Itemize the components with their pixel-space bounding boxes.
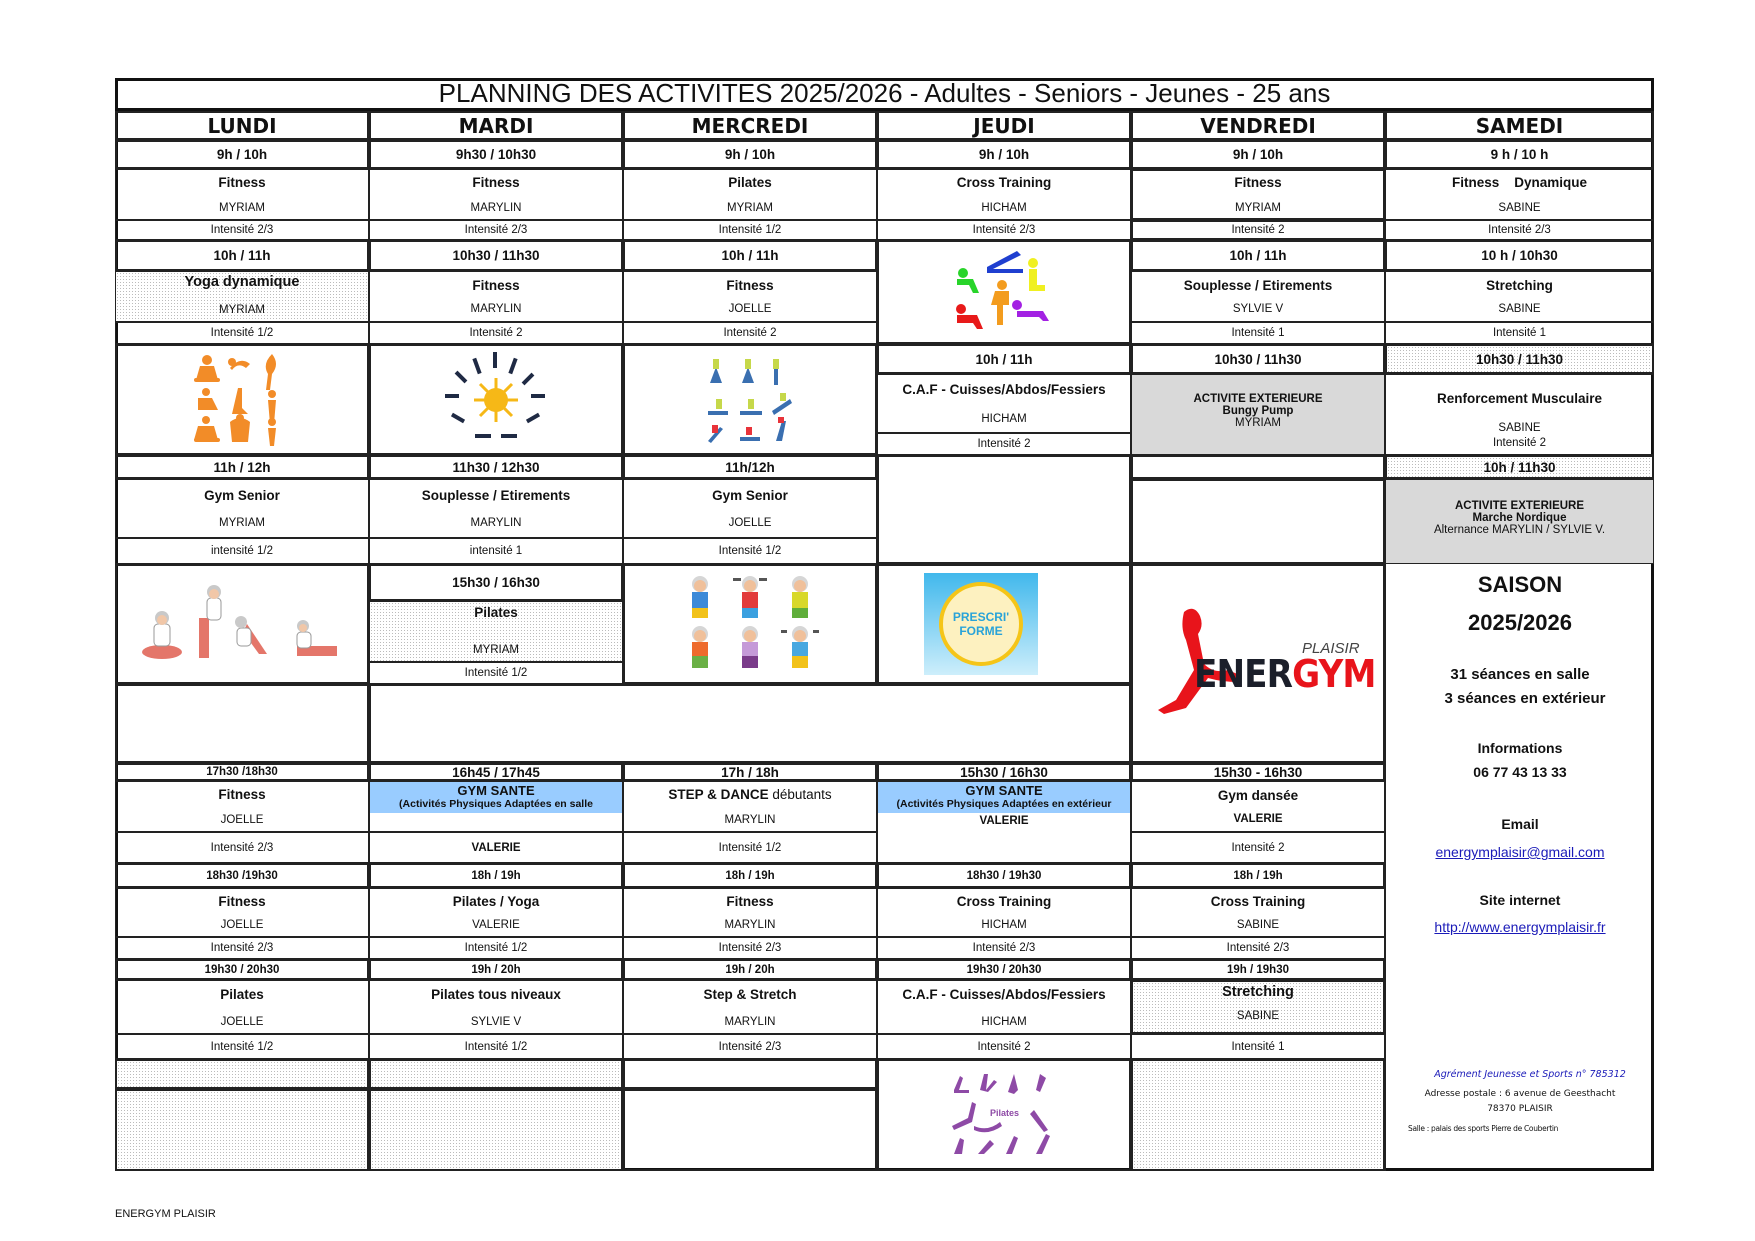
- season-year: 2025/2026: [1468, 610, 1572, 635]
- slot-activity: [115, 781, 369, 832]
- season-label: SAISON: [1477, 572, 1563, 597]
- coach-name: MYRIAM: [1235, 202, 1281, 214]
- empty-cell: [877, 455, 1131, 564]
- cross-training-figures-icon: [949, 245, 1059, 340]
- slot-activity: [115, 169, 369, 220]
- logo-ener: ENER: [1194, 651, 1293, 696]
- slot-time: 9h / 10h: [877, 140, 1131, 169]
- coach-name: MARYLIN: [724, 814, 776, 826]
- coach-name: MYRIAM: [1235, 417, 1281, 429]
- intensity: intensité 1: [369, 538, 623, 564]
- empty-cell: [369, 1089, 623, 1171]
- activity-name: C.A.F - Cuisses/Abdos/Fessiers: [902, 986, 1106, 1002]
- coach-name: MARYLIN: [724, 1015, 776, 1028]
- slot-time: 18h / 19h: [369, 863, 623, 888]
- empty-cell: [115, 684, 369, 763]
- intensity: Intensité 1: [1385, 322, 1654, 344]
- activity-name: Fitness Dynamique: [1451, 175, 1588, 190]
- salle-text: Salle : palais des sports Pierre de Coubertin: [1408, 1124, 1559, 1133]
- empty-cell: [1131, 1059, 1385, 1171]
- forme-text: FORME: [959, 624, 1003, 638]
- coach-name: VALERIE: [472, 919, 520, 931]
- slot-activity: [1131, 781, 1385, 832]
- slot-time: 15h30 - 16h30: [1131, 763, 1385, 781]
- activity-name: Fitness: [726, 894, 774, 909]
- prescriforme-badge: [924, 573, 1038, 675]
- coach-name: VALERIE: [979, 815, 1029, 827]
- activity-name: Cross Training: [1210, 894, 1306, 909]
- intensity: Intensité 2/3: [877, 937, 1131, 959]
- intensity: Intensité 1/2: [115, 322, 369, 344]
- email-label: Email: [1501, 816, 1539, 832]
- coach-name: MYRIAM: [473, 644, 519, 656]
- activity-name: Step & Stretch: [703, 986, 797, 1002]
- slot-time: 10h30 / 11h30: [1385, 344, 1654, 374]
- gym-sante-banner: [878, 782, 1130, 813]
- slot-time: 9h / 10h: [623, 140, 877, 169]
- intensity: Intensité 2: [1492, 437, 1547, 449]
- slot-time: 18h / 19h: [1131, 863, 1385, 888]
- coach-name: MYRIAM: [219, 202, 265, 214]
- activity-name: Gym Senior: [712, 488, 788, 503]
- intensity: Intensité 1: [1131, 322, 1385, 344]
- coach-name: SABINE: [1498, 422, 1541, 434]
- day-header-jeudi: JEUDI: [877, 111, 1131, 140]
- activity-name: Pilates tous niveaux: [431, 986, 561, 1002]
- slot-time: 15h30 / 16h30: [369, 564, 623, 601]
- empty-cell: [623, 1089, 877, 1171]
- intensity: Intensité 1/2: [115, 1034, 369, 1059]
- empty-cell: [369, 1059, 623, 1089]
- day-header-vendredi: VENDREDI: [1131, 111, 1385, 140]
- empty-cell: [115, 1059, 369, 1089]
- slot-activity: [1385, 271, 1654, 322]
- slot-time: 19h / 19h30: [1131, 959, 1385, 980]
- coach-name: HICHAM: [981, 1015, 1027, 1028]
- activity-name: Bungy Pump: [1222, 405, 1294, 417]
- coach-name: VALERIE: [369, 832, 623, 863]
- gym-sante-banner: [370, 782, 622, 813]
- outdoor-activity: [1385, 479, 1654, 564]
- activity-name: Pilates / Yoga: [452, 894, 540, 909]
- address-line-2: 78370 PLAISIR: [1487, 1104, 1553, 1114]
- slot-activity: [115, 980, 369, 1034]
- slot-activity: [369, 271, 623, 322]
- slot-activity: [877, 888, 1131, 937]
- activity-name: Fitness: [1234, 175, 1282, 190]
- slot-time: 10h30 / 11h30: [369, 240, 623, 271]
- day-header-lundi: LUNDI: [115, 111, 369, 140]
- slot-activity: [1131, 271, 1385, 322]
- energym-logo: [1131, 564, 1385, 763]
- slot-time: 9h30 / 10h30: [369, 140, 623, 169]
- site-label: Site internet: [1479, 892, 1561, 908]
- intensity: intensité 1/2: [115, 538, 369, 564]
- coach-name: HICHAM: [981, 413, 1027, 425]
- cross-training-image: [877, 240, 1131, 344]
- activity-name: Renforcement Musculaire: [1436, 391, 1603, 406]
- agrement-text: Agrément Jeunesse et Sports n° 785312: [1434, 1069, 1626, 1080]
- slot-time: 11h/12h: [623, 455, 877, 479]
- activity-subtitle: (Activités Physiques Adaptées en salle: [399, 798, 593, 810]
- slot-activity: [623, 169, 877, 220]
- activity-name: Cross Training: [956, 175, 1052, 190]
- day-header-samedi: SAMEDI: [1385, 111, 1654, 140]
- slot-time: 10 h / 10h30: [1385, 240, 1654, 271]
- activity-name: Pilates: [474, 605, 518, 620]
- activity-name: Fitness: [218, 787, 266, 802]
- slot-time: 9h / 10h: [1131, 140, 1385, 169]
- intensity: Intensité 2/3: [115, 937, 369, 959]
- coach-name: MARYLIN: [724, 919, 776, 931]
- coach-name: HICHAM: [981, 202, 1027, 214]
- activity-name: Stretching: [1222, 984, 1294, 1000]
- intensity: Intensité 1/2: [369, 662, 623, 684]
- logo-plaisir: PLAISIR: [1302, 639, 1360, 657]
- coach-name: SABINE: [1236, 919, 1280, 931]
- intensity: Intensité 2: [623, 322, 877, 344]
- activity-name: Pilates: [220, 986, 264, 1002]
- slot-time: 11h30 / 12h30: [369, 455, 623, 479]
- empty-cell: [1131, 455, 1385, 479]
- info-panel: [1385, 564, 1654, 1171]
- slot-time: 11h / 12h: [115, 455, 369, 479]
- intensity: Intensité 1/2: [369, 1034, 623, 1059]
- slot-time: 18h30 /19h30: [115, 863, 369, 888]
- website-link[interactable]: http://www.energymplaisir.fr: [1434, 919, 1606, 935]
- activity-name: Souplesse / Etirements: [1183, 278, 1333, 293]
- coach-name: SABINE: [1236, 1010, 1280, 1022]
- coach-name: SYLVIE V: [470, 1015, 522, 1028]
- coach-name: MARYLIN: [470, 202, 522, 214]
- slot-time: 19h / 20h: [369, 959, 623, 980]
- activity-name: Fitness: [472, 175, 520, 190]
- activity-name: Gym Senior: [204, 488, 280, 503]
- coach-name: MYRIAM: [219, 304, 265, 316]
- slot-activity: [369, 781, 623, 832]
- slot-activity: [877, 374, 1131, 433]
- day-header-mercredi: MERCREDI: [623, 111, 877, 140]
- coach-name: HICHAM: [981, 919, 1027, 931]
- empty-cell: [369, 684, 1131, 763]
- activity-name: Stretching: [1486, 278, 1553, 293]
- slot-activity: [369, 169, 623, 220]
- email-link[interactable]: energymplaisir@gmail.com: [1435, 844, 1605, 860]
- intensity: Intensité 2: [877, 1034, 1131, 1059]
- intensity: Intensité 2: [1131, 832, 1385, 863]
- slot-activity: [115, 479, 369, 538]
- intensity: Intensité 2: [877, 433, 1131, 455]
- slot-time: 10h / 11h: [115, 240, 369, 271]
- intensity: Intensité 1/2: [623, 220, 877, 240]
- activity-name: Gym dansée: [1217, 788, 1299, 803]
- intensity: Intensité 1/2: [623, 538, 877, 564]
- empty-cell: [623, 1059, 877, 1089]
- slot-activity: [369, 601, 623, 662]
- slot-activity: [623, 980, 877, 1034]
- coach-name: MYRIAM: [727, 202, 773, 214]
- activity-subtitle: (Activités Physiques Adaptées en extérieur: [896, 798, 1112, 810]
- intensity: Intensité 1/2: [369, 937, 623, 959]
- logo-gym: GYM: [1292, 651, 1376, 696]
- coach-name: JOELLE: [220, 1015, 264, 1028]
- pilates-poses: [944, 1070, 1064, 1160]
- intensity: Intensité 1/2: [623, 832, 877, 863]
- senior-exercise-icon: [137, 584, 347, 664]
- coach-name: VALERIE: [1233, 813, 1283, 825]
- intensity: Intensité 2/3: [115, 220, 369, 240]
- slot-activity: [877, 169, 1131, 220]
- coach-name: JOELLE: [728, 517, 772, 529]
- prescriforme-text: PRESCRI': [952, 610, 1010, 624]
- sun-emblem: [939, 582, 1023, 666]
- slot-activity: [369, 888, 623, 937]
- coach-name: JOELLE: [728, 303, 772, 315]
- sessions-indoor: 31 séances en salle: [1450, 666, 1590, 683]
- outdoor-label: ACTIVITE EXTERIEURE: [1454, 500, 1585, 512]
- slot-activity: [115, 271, 369, 322]
- coach-name: MYRIAM: [219, 517, 265, 529]
- slot-time: 19h / 20h: [623, 959, 877, 980]
- slot-time: 15h30 / 16h30: [877, 763, 1131, 781]
- page-title: PLANNING DES ACTIVITES 2025/2026 - Adultes - Seniors - Jeunes - 25 ans: [115, 78, 1654, 111]
- slot-activity: [1131, 980, 1385, 1034]
- intensity: Intensité 2/3: [369, 220, 623, 240]
- slot-time: 10h / 11h: [877, 344, 1131, 374]
- stretching-poses-image: [623, 344, 877, 455]
- intensity: Intensité 2: [369, 322, 623, 344]
- slot-time: 10h / 11h30: [1385, 455, 1654, 479]
- activity-name: Fitness: [726, 278, 774, 293]
- seniors-dumbbells-icon: [675, 574, 825, 674]
- intensity: Intensité 1: [1131, 1034, 1385, 1059]
- slot-activity: [115, 888, 369, 937]
- activity-name: STEP & DANCE: [668, 787, 769, 802]
- activity-name: GYM SANTE: [965, 783, 1043, 798]
- empty-cell: [115, 1089, 369, 1171]
- yoga-silhouettes-icon: [192, 352, 292, 448]
- sessions-outdoor: 3 séances en extérieur: [1444, 690, 1606, 707]
- coach-name: Alternance MARYLIN / SYLVIE V.: [1433, 524, 1606, 536]
- intensity: Intensité 2/3: [877, 220, 1131, 240]
- slot-time: 10h / 11h: [623, 240, 877, 271]
- slot-activity: [1385, 169, 1654, 220]
- slot-time: 19h30 / 20h30: [877, 959, 1131, 980]
- slot-time: 19h30 / 20h30: [115, 959, 369, 980]
- day-header-mardi: MARDI: [369, 111, 623, 140]
- coach-name: SABINE: [1498, 202, 1541, 214]
- intensity: Intensité 2/3: [1385, 220, 1654, 240]
- slot-activity: [877, 781, 1131, 863]
- info-label: Informations: [1477, 740, 1563, 756]
- phone-number: 06 77 43 13 33: [1473, 764, 1567, 780]
- coach-name: MARYLIN: [470, 517, 522, 529]
- slot-activity: [623, 271, 877, 322]
- slot-time: 16h45 / 17h45: [369, 763, 623, 781]
- site-row: [1386, 919, 1654, 937]
- empty-cell: [1131, 479, 1385, 564]
- senior-yoga-image: [115, 564, 369, 684]
- slot-time: 18h30 / 19h30: [877, 863, 1131, 888]
- activity-name: GYM SANTE: [457, 783, 535, 798]
- address-line-1: Adresse postale : 6 avenue de Geesthacht: [1424, 1089, 1616, 1099]
- intensity: Intensité 2/3: [115, 832, 369, 863]
- coach-name: JOELLE: [220, 919, 264, 931]
- yoga-poses-image: [115, 344, 369, 455]
- coach-name: SYLVIE V: [1232, 303, 1284, 315]
- slot-time: 18h / 19h: [623, 863, 877, 888]
- activity-level: débutants: [772, 787, 832, 802]
- slot-activity: [877, 980, 1131, 1034]
- email-row: [1386, 844, 1654, 862]
- footer-text: ENERGYM PLAISIR: [115, 1208, 216, 1220]
- outdoor-label: ACTIVITE EXTERIEURE: [1193, 393, 1323, 405]
- outdoor-activity: [1131, 374, 1385, 455]
- activity-name: C.A.F - Cuisses/Abdos/Fessiers: [902, 382, 1106, 397]
- sun-salutation-image: [369, 344, 623, 455]
- coach-name: MARYLIN: [470, 303, 522, 315]
- slot-time: 9 h / 10 h: [1385, 140, 1654, 169]
- activity-name: Fitness: [472, 278, 520, 293]
- slot-time: 10h / 11h: [1131, 240, 1385, 271]
- slot-activity: [1385, 374, 1654, 455]
- pilates-label: Pilates: [990, 1108, 1020, 1118]
- activity-name: Fitness: [218, 894, 266, 909]
- activity-name: Souplesse / Etirements: [421, 488, 571, 503]
- activity-name: Cross Training: [956, 894, 1052, 909]
- slot-time: 10h30 / 11h30: [1131, 344, 1385, 374]
- slot-activity: [623, 479, 877, 538]
- logo-wordmark: [1194, 652, 1376, 696]
- energym-logo-art: [1148, 604, 1376, 724]
- activity-name: Pilates: [728, 175, 772, 190]
- slot-activity: [1131, 888, 1385, 937]
- seniors-workout-image: [623, 564, 877, 684]
- pilates-image: [877, 1059, 1131, 1171]
- activity-name: Yoga dynamique: [184, 274, 300, 290]
- activity-name: Marche Nordique: [1472, 512, 1567, 524]
- slot-activity: [369, 479, 623, 538]
- coach-name: SABINE: [1498, 303, 1541, 315]
- prescriforme-logo: [877, 564, 1131, 684]
- intensity: Intensité 2/3: [1131, 937, 1385, 959]
- intensity: Intensité 2/3: [623, 937, 877, 959]
- slot-time: 9h / 10h: [115, 140, 369, 169]
- intensity: Intensité 2/3: [623, 1034, 877, 1059]
- slot-time: 17h / 18h: [623, 763, 877, 781]
- stretching-figures-icon: [700, 355, 800, 445]
- slot-activity: [623, 781, 877, 832]
- slot-activity: [1131, 169, 1385, 220]
- slot-activity: [369, 980, 623, 1034]
- coach-name: JOELLE: [220, 814, 264, 826]
- intensity: Intensité 2: [1131, 220, 1385, 240]
- slot-time: 17h30 /18h30: [115, 763, 369, 781]
- activity-name: Fitness: [218, 175, 266, 190]
- sun-salutation-icon: [431, 350, 561, 450]
- slot-activity: [623, 888, 877, 937]
